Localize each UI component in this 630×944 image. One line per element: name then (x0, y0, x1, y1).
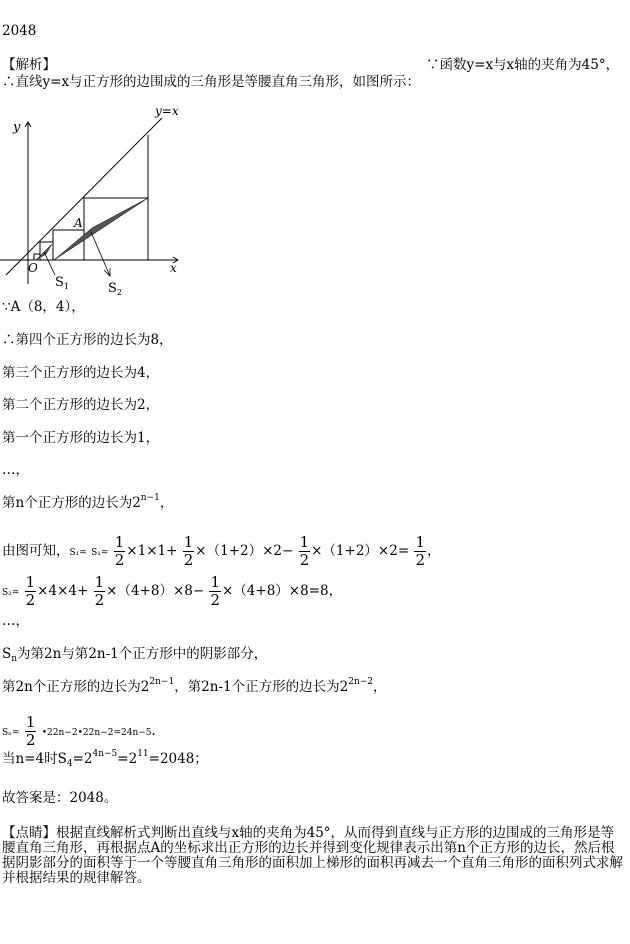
sn-description: $S_n$为第2n与第2n-1个正方形中的阴影部分， (2, 646, 268, 664)
analysis-line2: ∴直线y=x与正方形的边围成的三角形是等腰直角三角形，如图所示： (2, 74, 421, 90)
origin-label: O (28, 261, 38, 275)
answer-top: 2048 (2, 23, 37, 39)
fraction-half: $\frac{1}{2}$ (299, 533, 310, 569)
s1-equation: 由图可知，S₁= S₁= $\frac{1}{2}$ ×1×1+ $\frac{1}{2}$ ×（1+2）×2− $\frac{1}{2}$ ×（1+2）×2= $\frac{1}{2}$ ， (2, 533, 441, 569)
step-first: 第一个正方形的边长为1， (2, 430, 160, 446)
step-dots: …， (2, 462, 29, 478)
step-second: 第二个正方形的边长为2， (2, 397, 160, 413)
fraction-half: $\frac{1}{2}$ (94, 573, 105, 609)
s2-equation: S₂= $\frac{1}{2}$ ×4×4+ $\frac{1}{2}$ ×（4+8）×8− $\frac{1}{2}$ ×（4+8）×8=8， (2, 573, 343, 609)
analysis-line1: ∵函数y=x与x轴的夹角为45°， (426, 57, 620, 73)
s1-label: $S_1$ (55, 275, 69, 291)
side-lengths: 第2n个正方形的边长为$2^{2n-1}$，第2n-1个正方形的边长为$2^{2n-2}$， (2, 677, 387, 695)
y-axis-label: y (13, 120, 21, 135)
fraction-half: $\frac{1}{2}$ (25, 573, 36, 609)
geometry-figure (0, 100, 200, 300)
s2-label: $S_2$ (108, 281, 122, 297)
a-coordinate: ∵A（8，4）， (2, 299, 85, 315)
step-third: 第三个正方形的边长为4， (2, 365, 160, 381)
x-axis-label: x (170, 261, 177, 275)
n4-result: 当n=4时$S_4=2^{4n-5}=2^{11}=2048$； (2, 749, 208, 769)
analysis-tag: 【解析】 (2, 57, 56, 73)
comment-text: 根据直线解析式判断出直线与x轴的夹角为45°，从而得到直线与正方形的边围成的三角形是等腰直角三角形，再根据点A的坐标求出正方形的边长并得到变化规律表示出第n个正方形的边长，然后根据阴影部分的面积等于一个等腰直角三角形的面积加上梯形的面积再减去一个直角三角形的面积列式求解并根据结果的规律解答。 (2, 825, 623, 886)
sn-equation: Sₙ= $\frac{1}{2}$ •22n−2•22n−2=24n−5. (2, 713, 156, 749)
fraction-half: $\frac{1}{2}$ (183, 533, 194, 569)
fraction-half: $\frac{1}{2}$ (25, 713, 36, 749)
step-nth: 第n个正方形的边长为$2^{n-1}$， (2, 493, 174, 511)
point-a-label: A (74, 216, 83, 230)
dots-line: …， (2, 613, 29, 629)
final-answer: 故答案是：2048。 (2, 790, 118, 806)
fraction-half: $\frac{1}{2}$ (415, 533, 425, 569)
comment-block (2, 826, 624, 886)
fraction-half: $\frac{1}{2}$ (210, 573, 220, 609)
step-fourth: ∴第四个正方形的边长为8， (2, 332, 173, 348)
line-label: y=x (155, 104, 179, 118)
fraction-half: $\frac{1}{2}$ (114, 533, 125, 569)
comment-tag: 【点睛】 (2, 825, 56, 841)
